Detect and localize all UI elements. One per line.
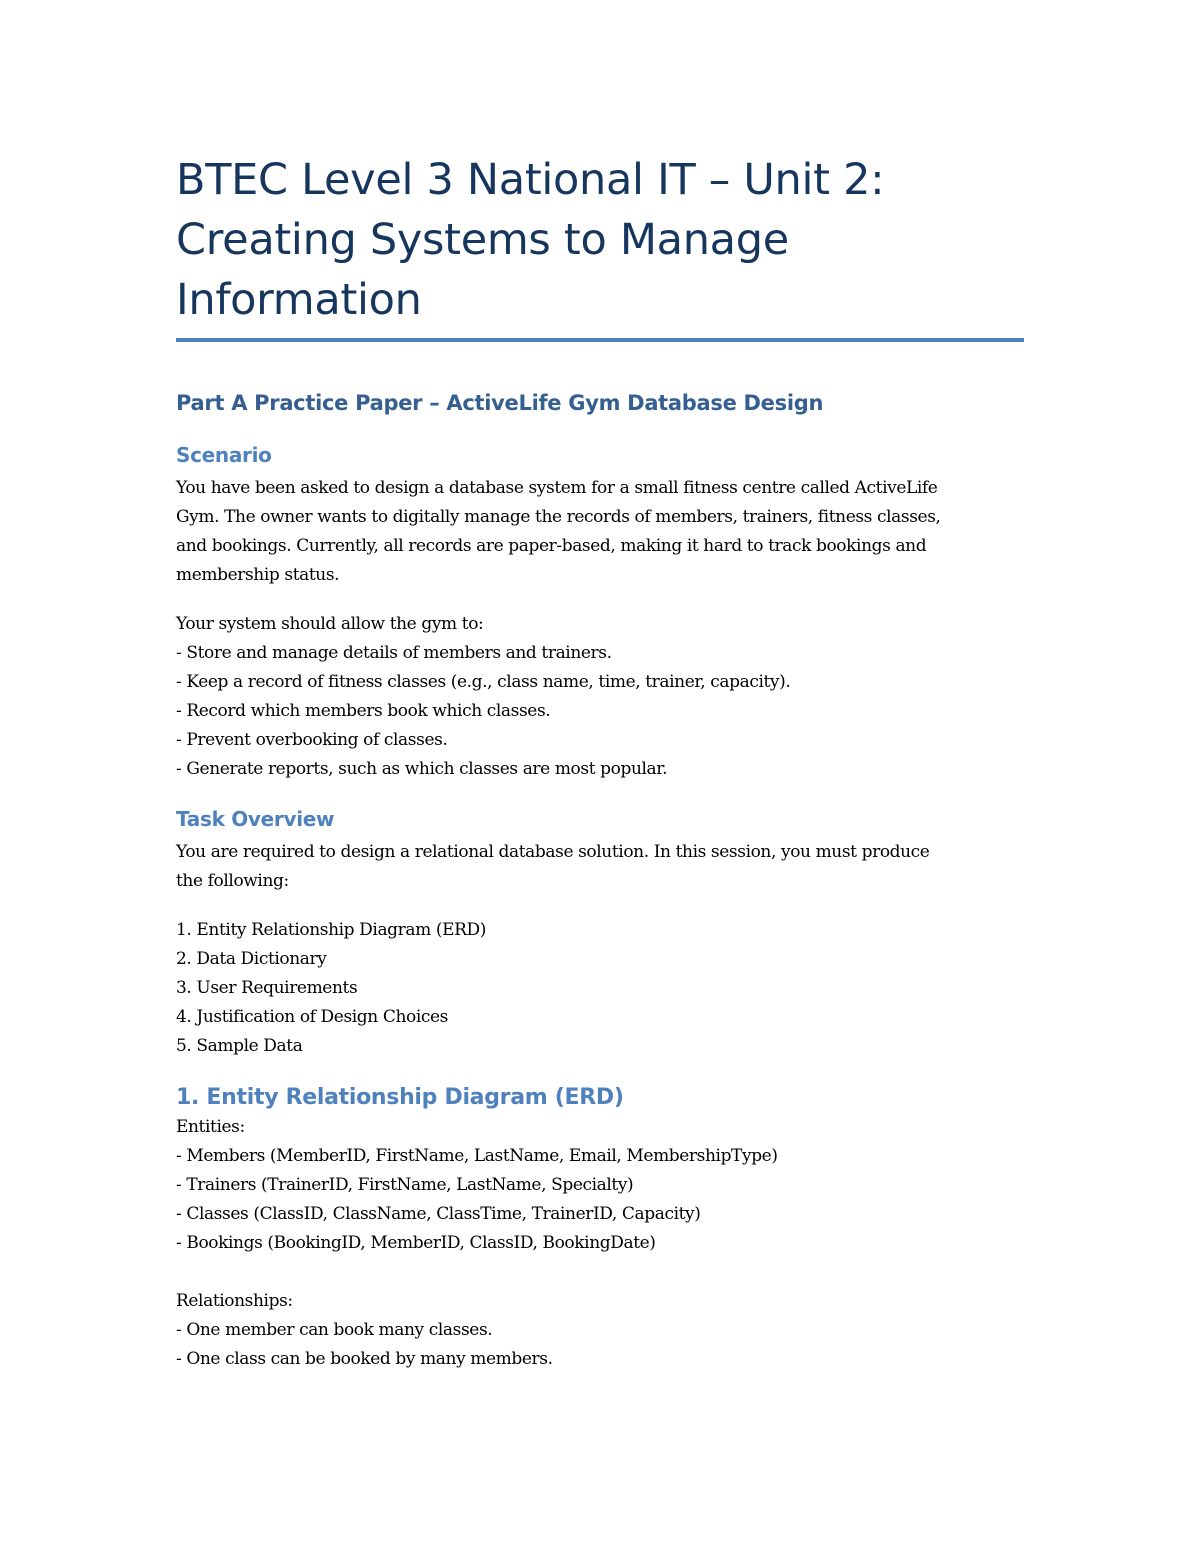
document-page	[176, 150, 1024, 1374]
list-item: Your system should allow the gym to:	[176, 614, 484, 634]
list-item: - Classes (ClassID, ClassName, ClassTime, TrainerID, Capacity)	[176, 1204, 701, 1224]
paragraph-line: You have been asked to design a database system for a small fitness centre called ActiveLife	[176, 478, 938, 498]
task-overview-heading: Task Overview	[176, 807, 335, 831]
paper-subtitle: Part A Practice Paper – ActiveLife Gym Database Design	[176, 391, 824, 415]
paragraph-line: the following:	[176, 871, 289, 891]
erd-heading: 1. Entity Relationship Diagram (ERD)	[176, 1085, 624, 1110]
title-line: BTEC Level 3 National IT – Unit 2:	[176, 155, 885, 205]
list-item: - Prevent overbooking of classes.	[176, 730, 448, 750]
list-item: - Bookings (BookingID, MemberID, ClassID, BookingDate)	[176, 1233, 656, 1253]
list-item: 4. Justification of Design Choices	[176, 1007, 448, 1027]
blank-line	[176, 1258, 1024, 1287]
task-overview-intro	[176, 838, 1024, 896]
task-overview-list	[176, 916, 1024, 1061]
list-item: - Store and manage details of members and trainers.	[176, 643, 612, 663]
list-item: Entities:	[176, 1117, 245, 1137]
list-item: - Members (MemberID, FirstName, LastName, Email, MembershipType)	[176, 1146, 778, 1166]
scenario-heading: Scenario	[176, 443, 272, 467]
list-item: 1. Entity Relationship Diagram (ERD)	[176, 920, 486, 940]
erd-entities-list	[176, 1113, 1024, 1374]
list-item: - One member can book many classes.	[176, 1320, 493, 1340]
list-item: - Record which members book which classes.	[176, 701, 551, 721]
list-item: - One class can be booked by many members.	[176, 1349, 553, 1369]
document-title	[176, 150, 1024, 330]
paragraph-line: Gym. The owner wants to digitally manage the records of members, trainers, fitness classes,	[176, 507, 941, 527]
list-item: - Generate reports, such as which classes are most popular.	[176, 759, 668, 779]
title-underline-rule	[176, 338, 1024, 342]
title-line: Information	[176, 275, 422, 325]
list-item: - Trainers (TrainerID, FirstName, LastName, Specialty)	[176, 1175, 634, 1195]
paragraph-line: membership status.	[176, 565, 340, 585]
list-item: 3. User Requirements	[176, 978, 358, 998]
paragraph-line: and bookings. Currently, all records are paper-based, making it hard to track bookings and	[176, 536, 927, 556]
title-line: Creating Systems to Manage	[176, 215, 789, 265]
scenario-intro-paragraph	[176, 474, 1024, 590]
paragraph-line: You are required to design a relational database solution. In this session, you must produce	[176, 842, 930, 862]
list-item: 5. Sample Data	[176, 1036, 303, 1056]
scenario-requirements-list	[176, 610, 1024, 784]
list-item: 2. Data Dictionary	[176, 949, 327, 969]
list-item: Relationships:	[176, 1291, 293, 1311]
list-item: - Keep a record of fitness classes (e.g., class name, time, trainer, capacity).	[176, 672, 791, 692]
